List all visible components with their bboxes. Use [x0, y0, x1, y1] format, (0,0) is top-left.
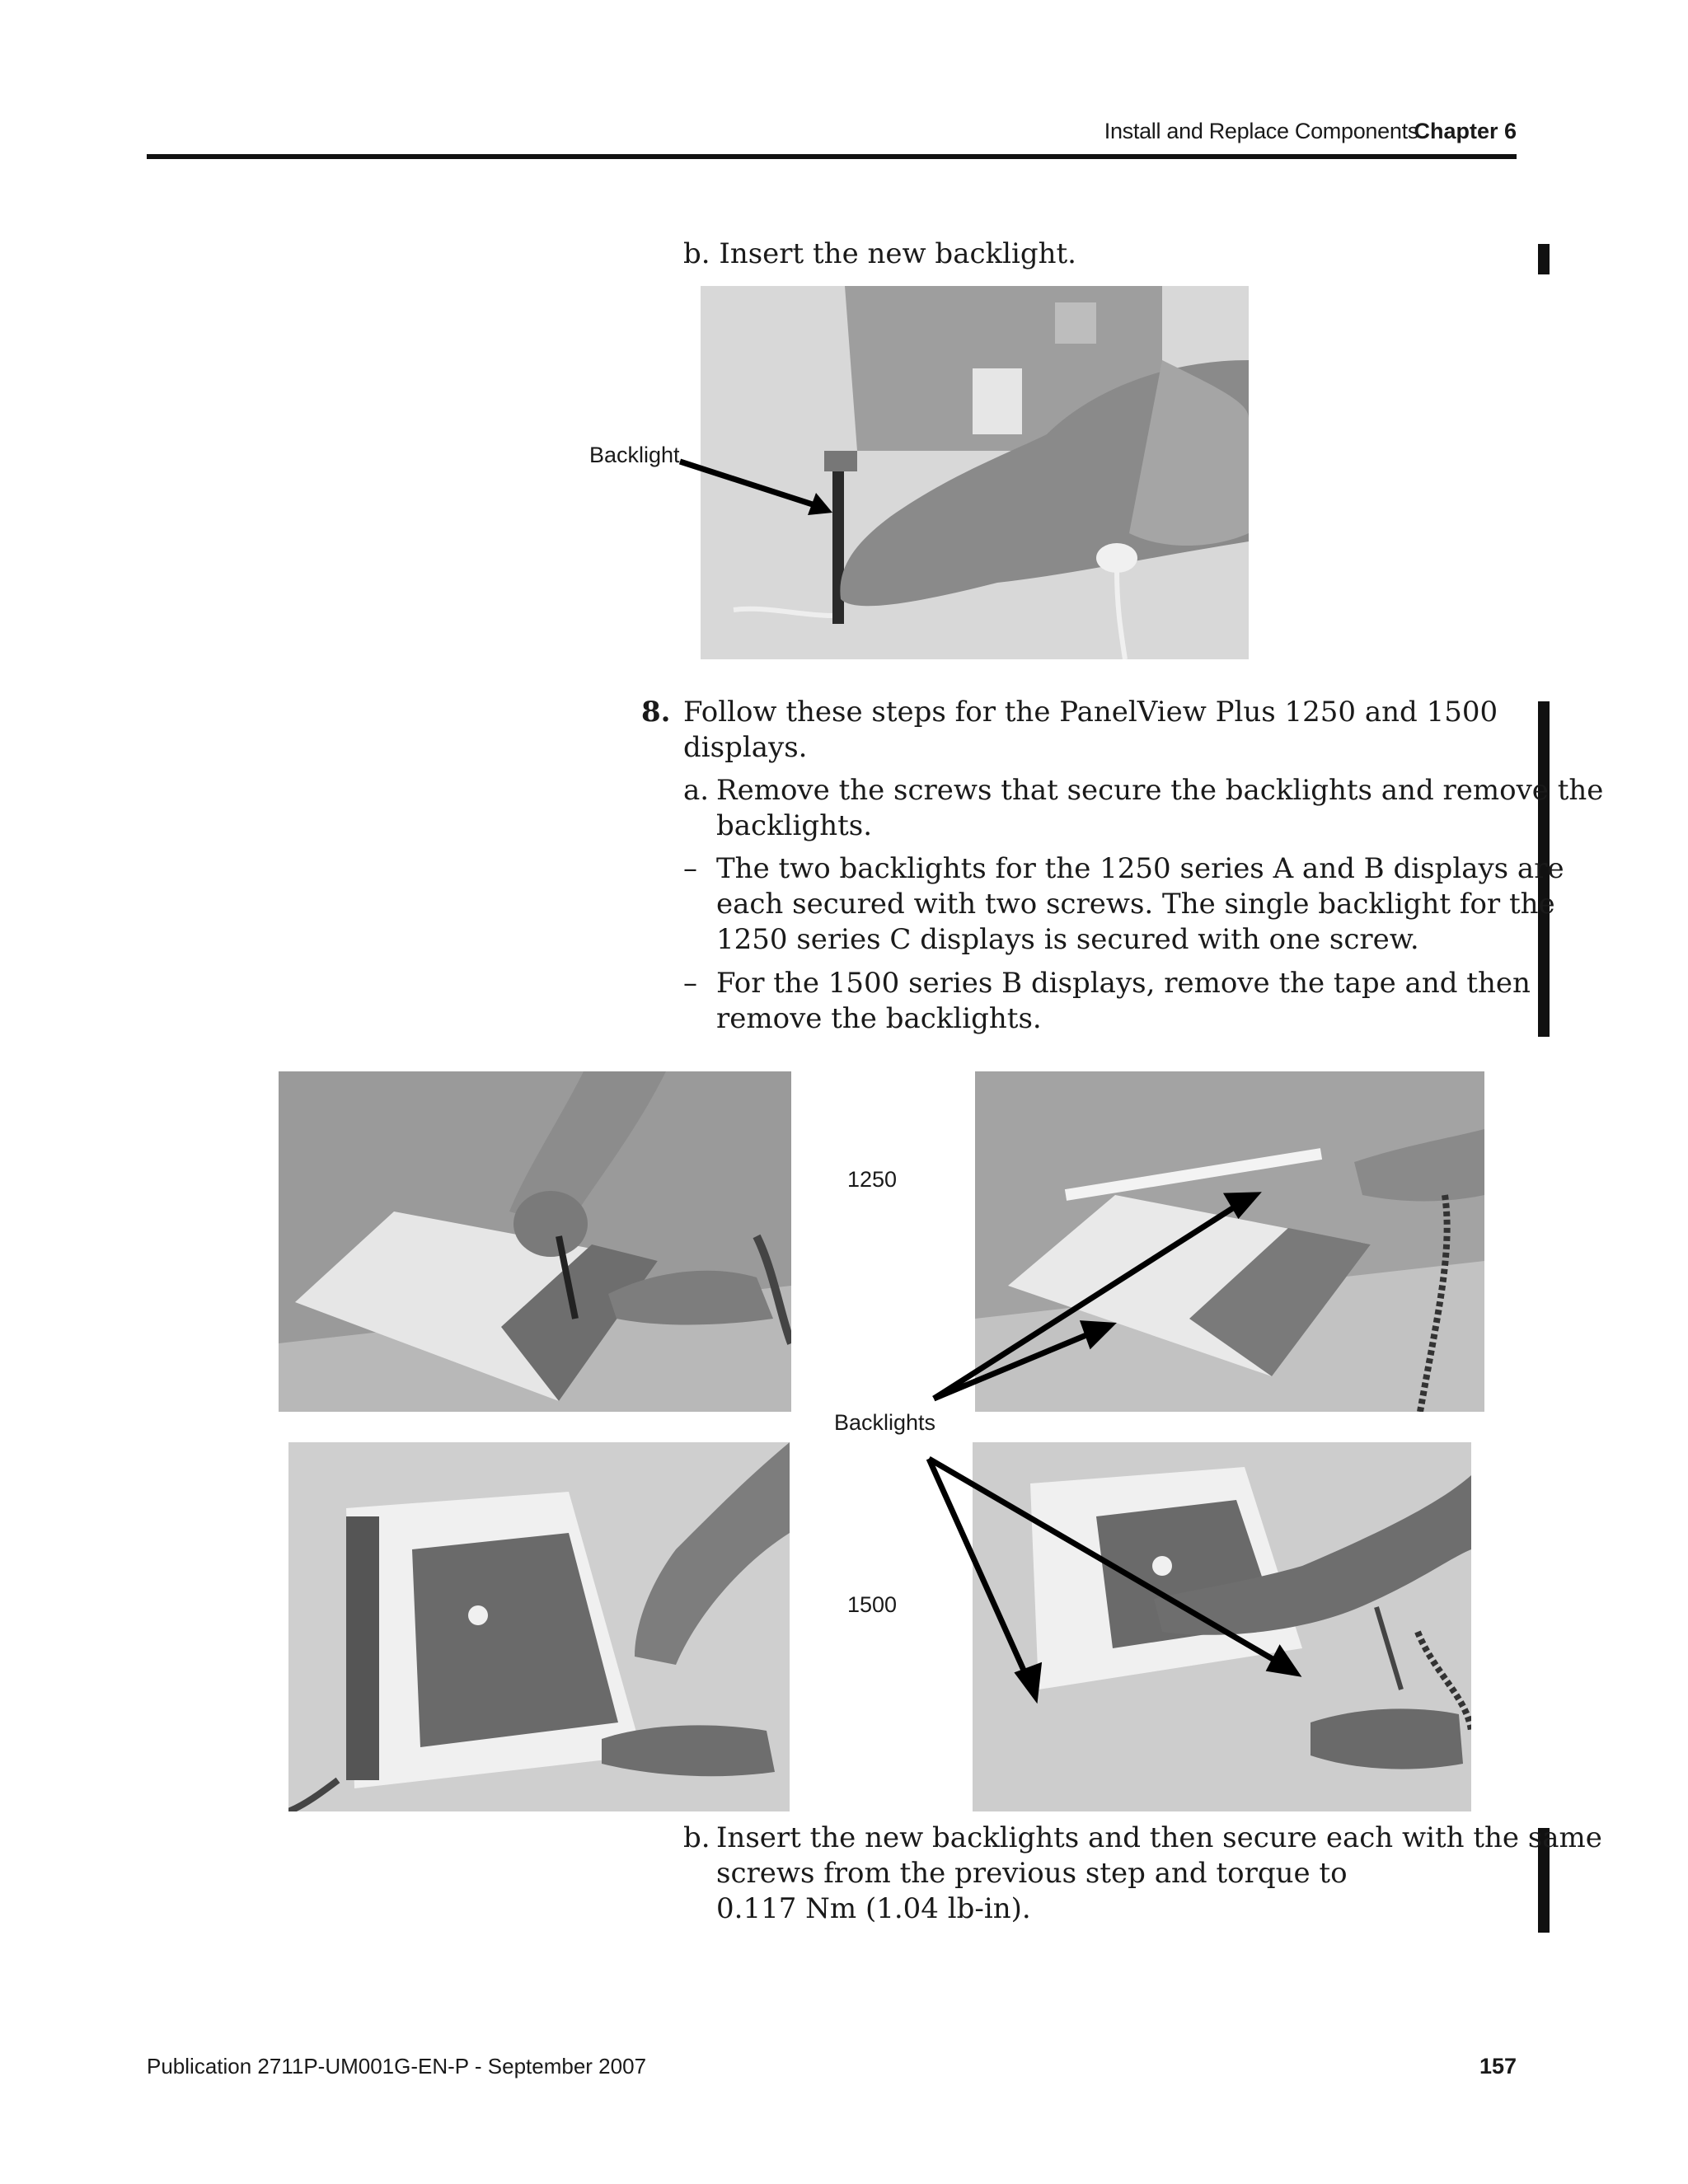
- bullet-line: The two backlights for the 1250 series A and B displays are: [716, 852, 1564, 885]
- header-rule: [147, 154, 1517, 159]
- step-b-line: screws from the previous step and torque to: [716, 1857, 1348, 1890]
- step-b-line: 0.117 Nm (1.04 lb-in).: [716, 1892, 1031, 1925]
- step-8a-letter: a.: [683, 774, 710, 807]
- header-chapter-label: Chapter 6: [1414, 119, 1517, 143]
- step-b-bottom-letter: b.: [683, 1821, 710, 1854]
- footer-publication: Publication 2711P-UM001G-EN-P - September 2007: [147, 2054, 647, 2079]
- bullet-dash: –: [683, 967, 697, 1000]
- bullet-item: [716, 851, 1564, 958]
- bullet-line: each secured with two screws. The single backlight for the: [716, 888, 1555, 921]
- header-section-title: Install and Replace Components: [1104, 119, 1418, 143]
- photo-1500-remove-tape: [288, 1442, 790, 1811]
- step-letter: b.: [683, 237, 710, 270]
- bullet-dash: –: [683, 852, 697, 885]
- step-8a-line: backlights.: [716, 809, 873, 842]
- step-b-bottom-text: [716, 1821, 1602, 1927]
- step-b-line: Insert the new backlights and then secure each with the same: [716, 1821, 1602, 1854]
- step-8-text: [683, 695, 1498, 766]
- change-bar: [1538, 244, 1550, 274]
- step-8-line: Follow these steps for the PanelView Plus 1250 and 1500: [683, 696, 1498, 729]
- bullet-item: [716, 966, 1531, 1037]
- callout-backlight: Backlight: [589, 443, 680, 467]
- bullet-line: For the 1500 series B displays, remove the tape and then: [716, 967, 1531, 1000]
- page-number: 157: [1479, 2054, 1517, 2079]
- photo-1250-remove-screws: [279, 1071, 791, 1412]
- label-1250: 1250: [847, 1167, 898, 1192]
- bullet-line: 1250 series C displays is secured with one screw.: [716, 923, 1419, 956]
- step-8: [641, 695, 671, 730]
- photo-1500-remove-backlights: [973, 1442, 1471, 1811]
- label-1500: 1500: [847, 1592, 898, 1617]
- step-b-top: [683, 237, 1076, 272]
- step-8a-text: [716, 773, 1603, 844]
- step-8-line: displays.: [683, 731, 808, 764]
- step-number: 8.: [641, 696, 671, 729]
- label-backlights: Backlights: [834, 1410, 936, 1435]
- photo-1250-remove-backlights: [975, 1071, 1484, 1412]
- step-text: Insert the new backlight.: [719, 237, 1076, 270]
- bullet-line: remove the backlights.: [716, 1002, 1042, 1035]
- callout-arrow: [676, 453, 841, 519]
- step-8a-line: Remove the screws that secure the backlights and remove the: [716, 774, 1604, 807]
